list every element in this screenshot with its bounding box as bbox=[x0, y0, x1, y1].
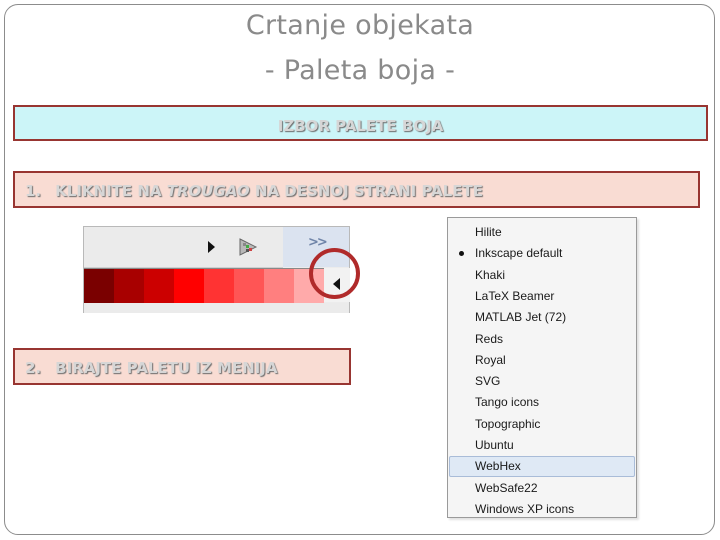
section-banner bbox=[13, 105, 708, 141]
menu-item[interactable] bbox=[449, 499, 635, 520]
menu-item-label: Ubuntu bbox=[475, 438, 514, 452]
menu-item-label: Windows XP icons bbox=[475, 501, 575, 516]
menu-item[interactable] bbox=[449, 392, 635, 413]
menu-item-label: Tango icons bbox=[475, 395, 540, 410]
step-2-box bbox=[13, 348, 351, 385]
banner-text: IZBOR PALETE BOJA bbox=[277, 117, 444, 135]
menu-item-label: Reds bbox=[475, 331, 504, 346]
color-swatch[interactable] bbox=[84, 269, 114, 303]
menu-item-label: Hilite bbox=[475, 225, 502, 239]
palette-menu bbox=[447, 217, 637, 518]
menu-item-label: MATLAB Jet (72) bbox=[475, 310, 567, 325]
color-swatch[interactable] bbox=[144, 269, 174, 303]
menu-item-label: WebSafe22 bbox=[475, 480, 538, 495]
menu-item[interactable] bbox=[449, 243, 635, 264]
highlight-circle bbox=[309, 248, 360, 299]
palette-scrollbar[interactable] bbox=[84, 303, 349, 313]
step-1-emphasis: TROUGAO bbox=[166, 182, 250, 200]
double-chevron-icon: >> bbox=[308, 235, 326, 250]
step-1-text-before: KLIKNITE NA bbox=[55, 182, 167, 200]
menu-item-label: Royal bbox=[475, 352, 506, 367]
menu-item-label: SVG bbox=[475, 374, 501, 389]
menu-item-label: Topographic bbox=[475, 416, 541, 431]
menu-item[interactable] bbox=[449, 371, 635, 392]
menu-item[interactable] bbox=[449, 286, 635, 307]
palette-toolbar bbox=[84, 227, 283, 268]
color-swatch[interactable] bbox=[114, 269, 144, 303]
menu-item-label: Inkscape default bbox=[475, 246, 563, 261]
menu-item[interactable] bbox=[449, 222, 635, 243]
color-swatch[interactable] bbox=[234, 269, 264, 303]
color-swatch[interactable] bbox=[264, 269, 294, 303]
menu-item[interactable] bbox=[449, 478, 635, 499]
slide-subtitle: - Paleta boja - bbox=[264, 55, 456, 86]
menu-item[interactable] bbox=[449, 435, 635, 456]
color-swatch[interactable] bbox=[174, 269, 204, 303]
step-1-text-after: NA DESNOJ STRANI PALETE bbox=[249, 182, 483, 200]
slide-title: Crtanje objekata bbox=[245, 10, 475, 41]
step-2-text: BIRAJTE PALETU IZ MENIJA bbox=[55, 359, 278, 377]
menu-item[interactable] bbox=[449, 414, 635, 435]
gradient-tool-icon[interactable] bbox=[237, 236, 259, 258]
color-swatch[interactable] bbox=[204, 269, 234, 303]
step-1-box bbox=[13, 171, 700, 208]
menu-item[interactable] bbox=[449, 265, 635, 286]
radio-bullet-icon bbox=[459, 251, 464, 256]
menu-item-label: LaTeX Beamer bbox=[475, 288, 555, 303]
step-1-number: 1. bbox=[25, 182, 42, 200]
menu-item-label: WebHex bbox=[475, 459, 521, 474]
menu-item[interactable] bbox=[449, 350, 635, 371]
menu-item[interactable] bbox=[449, 307, 635, 328]
menu-item[interactable] bbox=[449, 329, 635, 350]
step-2-number: 2. bbox=[25, 359, 42, 377]
play-icon[interactable] bbox=[208, 241, 215, 253]
color-swatches bbox=[84, 268, 324, 304]
menu-item[interactable] bbox=[449, 456, 635, 477]
menu-item-label: Khaki bbox=[475, 267, 506, 282]
